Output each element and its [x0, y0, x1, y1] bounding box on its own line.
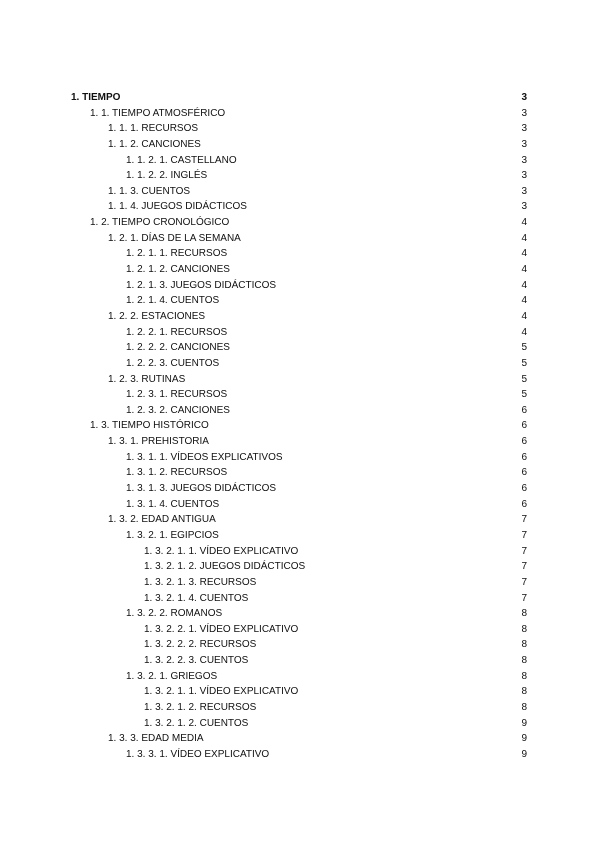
toc-entry[interactable] [0, 137, 600, 153]
toc-entry[interactable] [0, 450, 600, 466]
toc-entry-page-number: 3 [521, 138, 527, 150]
toc-entry-title: 1. 3. TIEMPO HISTÓRICO [90, 420, 209, 432]
toc-entry[interactable] [0, 309, 600, 325]
toc-entry-title: 1. 2. 1. 4. CUENTOS [126, 295, 220, 307]
toc-entry[interactable] [0, 544, 600, 560]
toc-entry-title: 1. 1. 3. CUENTOS [108, 185, 191, 197]
toc-entry[interactable] [0, 121, 600, 137]
toc-entry-page-number: 7 [521, 529, 527, 541]
toc-entry[interactable] [0, 106, 600, 122]
toc-entry[interactable] [0, 356, 600, 372]
toc-entry[interactable] [0, 528, 600, 544]
toc-entry-page-number: 7 [521, 576, 527, 588]
toc-entry-page-number: 3 [521, 123, 527, 135]
toc-entry-page-number: 7 [521, 592, 527, 604]
toc-entry[interactable] [0, 637, 600, 653]
toc-entry-page-number: 4 [521, 295, 527, 307]
toc-entry-page-number: 8 [521, 608, 527, 620]
toc-entry-page-number: 4 [521, 248, 527, 260]
toc-entry-page-number: 6 [521, 451, 527, 463]
toc-entry-title: 1. 3. 2. 2. ROMANOS [126, 608, 223, 620]
toc-entry-title: 1. 2. 2. 2. CANCIONES [126, 342, 230, 354]
toc-entry-title: 1. 3. 2. EDAD ANTIGUA [108, 514, 216, 526]
toc-entry-title: 1. 2. 1. 1. RECURSOS [126, 248, 228, 260]
toc-entry-page-number: 4 [521, 264, 527, 276]
toc-entry[interactable] [0, 184, 600, 200]
toc-entry-page-number: 3 [521, 107, 527, 119]
toc-entry-title: 1. 3. 2. 2. 2. RECURSOS [144, 639, 257, 651]
toc-entry-title: 1. 1. 1. RECURSOS [108, 123, 199, 135]
toc-entry[interactable] [0, 622, 600, 638]
toc-entry-title: 1. 1. 2. CANCIONES [108, 138, 201, 150]
toc-entry[interactable] [0, 497, 600, 513]
toc-entry-title: 1. 3. 2. 1. EGIPCIOS [126, 529, 219, 541]
toc-entry-title: 1. 2. 2. 3. CUENTOS [126, 357, 220, 369]
toc-entry-page-number: 7 [521, 514, 527, 526]
toc-entry-page-number: 6 [521, 483, 527, 495]
toc-entry-page-number: 4 [521, 232, 527, 244]
toc-entry[interactable] [0, 168, 600, 184]
toc-entry-page-number: 8 [521, 623, 527, 635]
toc-entry-page-number: 9 [521, 717, 527, 729]
toc-entry[interactable] [0, 606, 600, 622]
toc-entry[interactable] [0, 215, 600, 231]
toc-entry[interactable] [0, 512, 600, 528]
toc-entry[interactable] [0, 403, 600, 419]
toc-entry-page-number: 6 [521, 420, 527, 432]
toc-entry-title: 1. TIEMPO [71, 92, 121, 103]
toc-entry[interactable] [0, 418, 600, 434]
toc-entry-title: 1. 3. 1. 1. VÍDEOS EXPLICATIVOS [126, 451, 283, 463]
toc-entry-title: 1. 3. 2. 1. 2. JUEGOS DIDÁCTICOS [144, 561, 306, 573]
toc-entry[interactable] [0, 153, 600, 169]
toc-entry[interactable] [0, 387, 600, 403]
toc-entry-title: 1. 2. 1. 2. CANCIONES [126, 264, 230, 276]
toc-entry-page-number: 9 [521, 748, 527, 760]
toc-entry-page-number: 6 [521, 467, 527, 479]
toc-entry[interactable] [0, 669, 600, 685]
toc-entry[interactable] [0, 747, 600, 763]
toc-entry-page-number: 4 [521, 217, 527, 229]
toc-entry-title: 1. 3. 2. 1. 3. RECURSOS [144, 576, 257, 588]
toc-entry-page-number: 7 [521, 545, 527, 557]
toc-entry-title: 1. 3. 1. 2. RECURSOS [126, 467, 228, 479]
toc-entry-page-number: 3 [521, 92, 527, 103]
toc-entry-title: 1. 2. 1. 3. JUEGOS DIDÁCTICOS [126, 279, 277, 291]
toc-entry-title: 1. 1. 4. JUEGOS DIDÁCTICOS [108, 201, 247, 213]
toc-entry-page-number: 3 [521, 185, 527, 197]
toc-entry[interactable] [0, 199, 600, 215]
toc-entry[interactable] [0, 325, 600, 341]
toc-entry-page-number: 8 [521, 670, 527, 682]
toc-entry-page-number: 5 [521, 389, 527, 401]
toc-entry-title: 1. 2. TIEMPO CRONOLÓGICO [90, 217, 230, 229]
toc-entry[interactable] [0, 372, 600, 388]
toc-entry[interactable] [0, 262, 600, 278]
toc-entry-title: 1. 3. 2. 1. 2. CUENTOS [144, 717, 249, 729]
toc-entry-title: 1. 2. 3. RUTINAS [108, 373, 186, 385]
toc-entry[interactable] [0, 293, 600, 309]
toc-entry-page-number: 4 [521, 310, 527, 322]
toc-entry-page-number: 6 [521, 404, 527, 416]
toc-entry-title: 1. 3. 3. EDAD MEDIA [108, 733, 204, 745]
toc-entry-title: 1. 3. 2. 1. 1. VÍDEO EXPLICATIVO [144, 545, 299, 557]
toc-entry[interactable] [0, 278, 600, 294]
toc-entry[interactable] [0, 340, 600, 356]
toc-entry[interactable] [0, 90, 600, 106]
toc-entry-title: 1. 3. 1. 3. JUEGOS DIDÁCTICOS [126, 483, 277, 495]
toc-entry-title: 1. 3. 1. PREHISTORIA [108, 436, 209, 448]
toc-entry[interactable] [0, 559, 600, 575]
toc-entry-page-number: 8 [521, 639, 527, 651]
toc-entry-page-number: 8 [521, 686, 527, 698]
toc-entry-title: 1. 3. 3. 1. VÍDEO EXPLICATIVO [126, 748, 270, 760]
toc-entry-page-number: 3 [521, 201, 527, 213]
toc-entry-page-number: 8 [521, 655, 527, 667]
toc-entry-title: 1. 2. 2. ESTACIONES [108, 310, 206, 322]
toc-entry-page-number: 4 [521, 326, 527, 338]
toc-entry[interactable] [0, 575, 600, 591]
toc-entry-title: 1. 2. 2. 1. RECURSOS [126, 326, 228, 338]
toc-entry-title: 1. 3. 2. 1. 1. VÍDEO EXPLICATIVO [144, 686, 299, 698]
toc-entry-title: 1. 2. 1. DÍAS DE LA SEMANA [108, 232, 241, 244]
toc-entry-title: 1. 3. 1. 4. CUENTOS [126, 498, 220, 510]
toc-entry[interactable] [0, 481, 600, 497]
toc-entry[interactable] [0, 653, 600, 669]
toc-entry-title: 1. 3. 2. 2. 1. VÍDEO EXPLICATIVO [144, 623, 299, 635]
table-of-contents [0, 90, 600, 763]
toc-entry[interactable] [0, 465, 600, 481]
toc-entry-page-number: 3 [521, 170, 527, 182]
toc-entry[interactable] [0, 591, 600, 607]
toc-entry[interactable] [0, 434, 600, 450]
toc-entry-title: 1. 3. 2. 1. 2. RECURSOS [144, 701, 257, 713]
toc-entry-title: 1. 3. 2. 1. GRIEGOS [126, 670, 218, 682]
toc-entry-title: 1. 1. TIEMPO ATMOSFÉRICO [90, 107, 226, 119]
toc-entry-title: 1. 3. 2. 1. 4. CUENTOS [144, 592, 249, 604]
toc-entry-title: 1. 3. 2. 2. 3. CUENTOS [144, 655, 249, 667]
toc-entry[interactable] [0, 731, 600, 747]
toc-entry-page-number: 9 [521, 733, 527, 745]
toc-entry-page-number: 8 [521, 701, 527, 713]
toc-entry[interactable] [0, 231, 600, 247]
toc-entry-page-number: 4 [521, 279, 527, 291]
toc-entry-page-number: 6 [521, 498, 527, 510]
toc-entry-page-number: 5 [521, 357, 527, 369]
toc-entry-title: 1. 2. 3. 2. CANCIONES [126, 404, 230, 416]
toc-entry-title: 1. 1. 2. 2. INGLÉS [126, 170, 208, 182]
toc-entry-page-number: 7 [521, 561, 527, 573]
toc-entry-page-number: 6 [521, 436, 527, 448]
toc-entry-title: 1. 1. 2. 1. CASTELLANO [126, 154, 237, 166]
toc-entry[interactable] [0, 246, 600, 262]
toc-entry-page-number: 5 [521, 342, 527, 354]
toc-entry[interactable] [0, 716, 600, 732]
toc-entry-page-number: 3 [521, 154, 527, 166]
toc-entry-title: 1. 2. 3. 1. RECURSOS [126, 389, 228, 401]
toc-entry[interactable] [0, 700, 600, 716]
toc-entry-page-number: 5 [521, 373, 527, 385]
toc-entry[interactable] [0, 684, 600, 700]
